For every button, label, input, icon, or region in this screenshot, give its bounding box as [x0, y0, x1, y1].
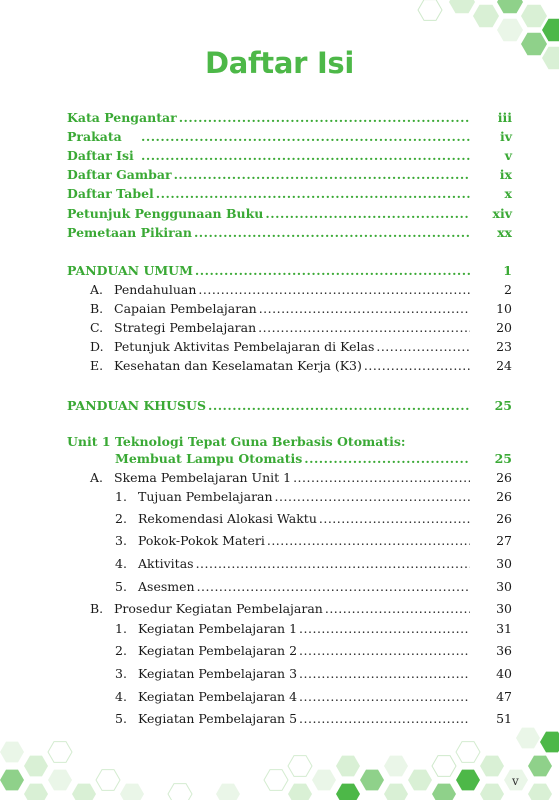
toc-page: 10: [496, 301, 512, 316]
toc-page: 26: [496, 511, 512, 526]
toc-entry-tujuan[interactable]: [115, 489, 512, 505]
toc-leader: [197, 579, 470, 595]
toc-leader: [196, 556, 470, 572]
toc-letter: A.: [90, 470, 104, 485]
toc-letter: B.: [90, 301, 104, 316]
toc-page: 40: [496, 666, 512, 681]
toc-label: Pemetaan Pikiran: [67, 225, 192, 240]
toc-entry-asesmen[interactable]: [115, 579, 512, 595]
toc-entry-prosedur[interactable]: [90, 601, 512, 617]
toc-page: 20: [496, 320, 512, 335]
toc-entry-kata-pengantar[interactable]: [67, 110, 512, 126]
toc-number: 1.: [115, 621, 127, 636]
toc-leader: [376, 339, 470, 355]
toc-entry-panduan-umum[interactable]: [67, 263, 512, 279]
toc-label: Kegiatan Pembelajaran 3: [138, 666, 298, 681]
toc-page: 30: [496, 579, 512, 594]
toc-leader: [299, 666, 470, 682]
toc-label: Tujuan Pembelajaran: [138, 489, 273, 504]
toc-leader: [194, 225, 470, 241]
toc-number: 5.: [115, 711, 127, 726]
toc-leader: [364, 358, 470, 374]
toc-label: Skema Pembelajaran Unit 1: [114, 470, 292, 485]
hexagon-shape: [0, 770, 24, 791]
toc-entry-kegiatan-5[interactable]: [115, 711, 512, 727]
toc-page: v: [504, 148, 512, 163]
toc-number: 2.: [115, 643, 127, 658]
toc-leader: [319, 511, 470, 527]
toc-leader: [156, 186, 470, 202]
toc-page: 30: [496, 556, 512, 571]
hexagon-shape: [516, 728, 540, 749]
hexagon-shape: [449, 0, 475, 13]
toc-label: Rekomendasi Alokasi Waktu: [138, 511, 317, 526]
toc-entry-skema[interactable]: [90, 470, 512, 486]
toc-entry-petunjuk[interactable]: [67, 206, 512, 222]
toc-leader: [265, 206, 470, 222]
toc-label: Kegiatan Pembelajaran 5: [138, 711, 298, 726]
toc-number: 3.: [115, 666, 127, 681]
toc-leader: [141, 148, 470, 164]
page-title: Daftar Isi: [204, 46, 355, 80]
toc-leader: [299, 689, 470, 705]
toc-leader: [267, 533, 470, 549]
toc-label: Prakata: [67, 129, 122, 144]
toc-leader: [259, 301, 470, 317]
hexagon-shape: [408, 770, 432, 791]
toc-leader: [299, 621, 470, 637]
toc-leader: [258, 320, 470, 336]
toc-entry-daftar-gambar[interactable]: [67, 167, 512, 183]
toc-entry-kegiatan-1[interactable]: [115, 621, 512, 637]
hexagon-shape: [432, 784, 456, 800]
hexagon-shape: [336, 756, 360, 777]
toc-leader: [293, 470, 470, 486]
toc-page: 26: [496, 470, 512, 485]
toc-page: 31: [496, 621, 512, 636]
unit-number: Unit 1: [67, 434, 111, 449]
hexagon-shape: [168, 784, 192, 800]
toc-entry-aktivitas[interactable]: [115, 556, 512, 572]
toc-entry-daftar-isi[interactable]: [67, 148, 512, 164]
toc-number: 4.: [115, 689, 127, 704]
toc-page: 1: [503, 263, 512, 278]
toc-entry-daftar-tabel[interactable]: [67, 186, 512, 202]
hexagon-shape: [360, 770, 384, 791]
toc-leader: [141, 129, 470, 145]
toc-label: Kata Pengantar: [67, 110, 177, 125]
toc-page: 24: [496, 358, 512, 373]
toc-letter: B.: [90, 601, 104, 616]
toc-entry-prakata[interactable]: [67, 129, 512, 145]
toc-entry-petunjuk-aktivitas[interactable]: [90, 339, 512, 355]
toc-label: Asesmen: [138, 579, 195, 594]
hexagon-shape: [288, 784, 312, 800]
toc-label: Kegiatan Pembelajaran 4: [138, 689, 298, 704]
hexagon-shape: [497, 19, 523, 42]
toc-entry-capaian[interactable]: [90, 301, 512, 317]
toc-page: 26: [496, 489, 512, 504]
toc-number: 1.: [115, 489, 127, 504]
toc-label: Daftar Tabel: [67, 186, 154, 201]
hexagon-shape: [96, 770, 120, 791]
hexagon-shape: [528, 756, 552, 777]
toc-letter: D.: [90, 339, 104, 354]
toc-label: Petunjuk Aktivitas Pembelajaran di Kelas: [114, 339, 375, 354]
toc-page: x: [504, 186, 512, 201]
toc-page: iii: [497, 110, 512, 125]
toc-label: PANDUAN UMUM: [67, 263, 193, 278]
hexagon-shape: [456, 742, 480, 763]
toc-letter: E.: [90, 358, 104, 373]
toc-leader: [208, 398, 470, 414]
toc-entry-panduan-khusus[interactable]: [67, 398, 512, 414]
toc-entry-alokasi[interactable]: [115, 511, 512, 527]
toc-entry-kegiatan-2[interactable]: [115, 643, 512, 659]
toc-entry-pendahuluan[interactable]: [90, 282, 512, 298]
toc-leader: [299, 711, 470, 727]
hexagon-shape: [542, 19, 559, 42]
toc-label: Aktivitas: [138, 556, 194, 571]
toc-number: 2.: [115, 511, 127, 526]
toc-entry-kegiatan-4[interactable]: [115, 689, 512, 705]
hexagon-shape: [418, 0, 442, 20]
hexagon-shape: [480, 756, 504, 777]
toc-page: 23: [496, 339, 512, 354]
toc-label: Kesehatan dan Keselamatan Kerja (K3): [114, 358, 362, 373]
hexagon-shape: [48, 770, 72, 791]
toc-letter: C.: [90, 320, 104, 335]
toc-label: Daftar Gambar: [67, 167, 172, 182]
hexagon-shape: [264, 770, 288, 791]
hexagon-shape: [473, 5, 499, 28]
toc-entry-unit1[interactable]: [115, 451, 512, 467]
toc-page: 36: [496, 643, 512, 658]
hexagon-shape: [432, 756, 456, 777]
toc-label: Prosedur Kegiatan Pembelajaran: [114, 601, 323, 616]
toc-number: 3.: [115, 533, 127, 548]
toc-label: PANDUAN KHUSUS: [67, 398, 206, 413]
toc-label: Daftar Isi: [67, 148, 134, 163]
toc-page: 47: [496, 689, 512, 704]
toc-page: 51: [496, 711, 512, 726]
toc-leader: [304, 451, 470, 467]
hexagon-shape: [384, 784, 408, 800]
hexagon-shape: [24, 756, 48, 777]
toc-page: 25: [494, 398, 512, 413]
toc-label: Pokok-Pokok Materi: [138, 533, 265, 548]
toc-leader: [325, 601, 470, 617]
hexagon-shape: [336, 784, 360, 800]
toc-label: Capaian Pembelajaran: [114, 301, 257, 316]
hexagon-shape: [72, 784, 96, 800]
page-number: v: [512, 774, 519, 788]
hexagon-shape: [48, 742, 72, 763]
toc-page: 2: [504, 282, 512, 297]
toc-entry-pokok[interactable]: [115, 533, 512, 549]
toc-leader: [179, 110, 470, 126]
toc-number: 4.: [115, 556, 127, 571]
toc-number: 5.: [115, 579, 127, 594]
toc-label: Petunjuk Penggunaan Buku: [67, 206, 264, 221]
toc-leader: [275, 489, 470, 505]
toc-page: 27: [496, 533, 512, 548]
toc-entry-strategi[interactable]: [90, 320, 512, 336]
toc-leader: [195, 263, 470, 279]
hexagon-shape: [384, 756, 408, 777]
hexagon-shape: [288, 756, 312, 777]
toc-leader: [198, 282, 470, 298]
toc-label: Strategi Pembelajaran: [114, 320, 257, 335]
toc-label: Kegiatan Pembelajaran 2: [138, 643, 298, 658]
hexagon-shape: [0, 742, 24, 763]
toc-page: ix: [499, 167, 512, 182]
toc-entry-pemetaan[interactable]: [67, 225, 512, 241]
unit-title-line1: Teknologi Tepat Guna Berbasis Otomatis:: [115, 434, 406, 449]
toc-label: Kegiatan Pembelajaran 1: [138, 621, 298, 636]
hexagon-shape: [480, 784, 504, 800]
hexagon-shape: [216, 784, 240, 800]
hexagon-shape: [120, 784, 144, 800]
toc-letter: A.: [90, 282, 104, 297]
hexagon-shape: [528, 784, 552, 800]
toc-page: 30: [496, 601, 512, 616]
hexagon-shape: [540, 732, 559, 753]
toc-page: xx: [497, 225, 512, 240]
toc-page: xiv: [492, 206, 512, 221]
toc-entry-k3[interactable]: [90, 358, 512, 374]
hexagon-shape: [312, 770, 336, 791]
hexagon-shape: [24, 784, 48, 800]
toc-label: Pendahuluan: [114, 282, 197, 297]
hexagon-shape: [497, 0, 523, 13]
toc-page: 25: [494, 451, 512, 466]
hexagon-shape: [456, 770, 480, 791]
toc-page: iv: [499, 129, 512, 144]
toc-leader: [174, 167, 470, 183]
hexagon-shape: [521, 5, 547, 28]
toc-entry-kegiatan-3[interactable]: [115, 666, 512, 682]
toc-leader: [299, 643, 470, 659]
toc-label: Membuat Lampu Otomatis: [115, 451, 303, 466]
